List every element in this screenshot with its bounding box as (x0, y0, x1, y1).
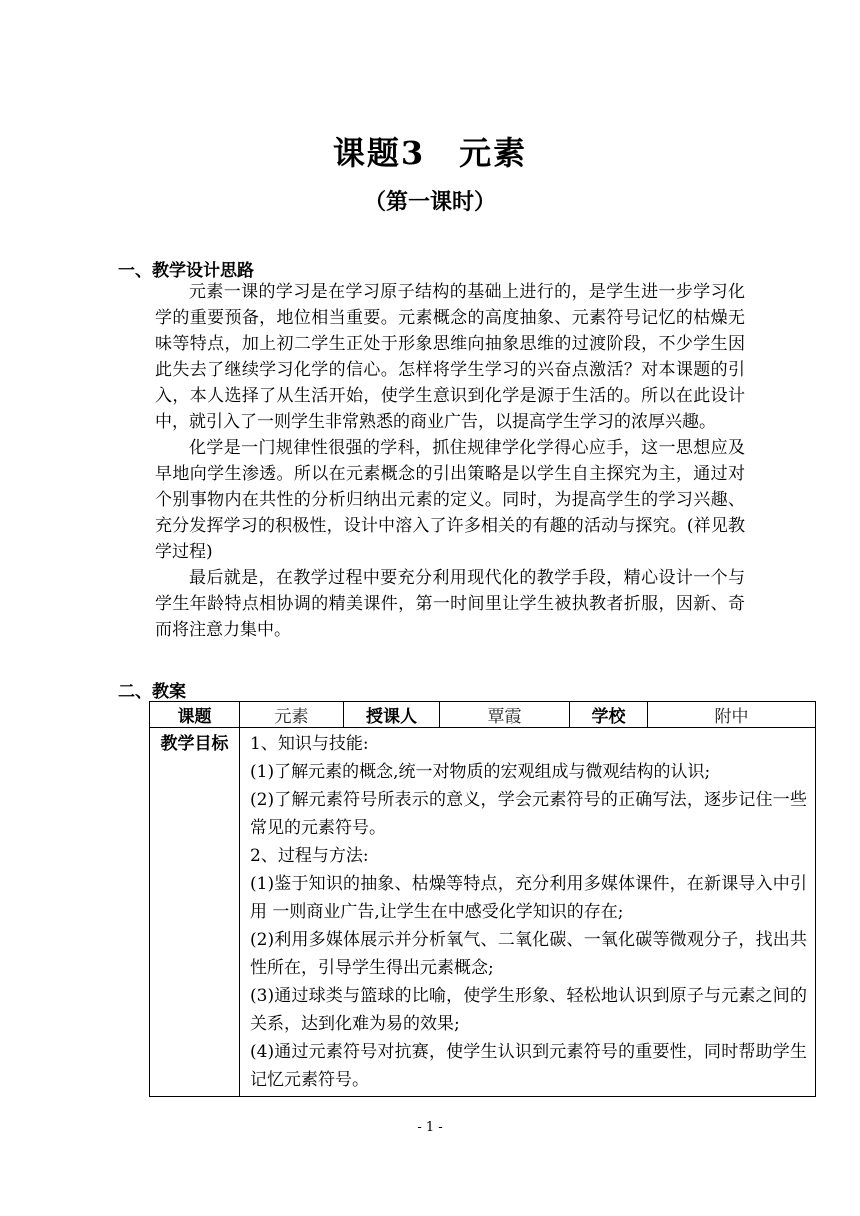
page-subtitle: （第一课时） (363, 189, 496, 215)
table-row (150, 702, 816, 728)
objective-item: (1)了解元素的概念,统一对物质的宏观组成与微观结构的认识; (250, 762, 711, 782)
section-heading-lesson-plan: 二、教案 (118, 682, 186, 702)
school-label: 学校 (570, 702, 648, 728)
objective-item: (2)了解元素符号所表示的意义，学会元素符号的正确写法，逐步记住一些常见的元素符号。 (250, 790, 807, 838)
table-row (150, 728, 816, 1097)
school-value: 附中 (648, 702, 816, 728)
teacher-label: 授课人 (344, 702, 440, 728)
section-heading-design: 一、教学设计思路 (118, 261, 254, 281)
paragraph: 化学是一门规律性很强的学科，抓住规律学化学得心应手，这一思想应及早地向学生渗透。所以在元素概念的引出策略是以学生自主探究为主，通过对个别事物内在共性的分析归纳出元素的定义。同时，为提高学生的学习兴趣、充分发挥学习的积极性，设计中溶入了许多相关的有趣的活动与探究。(祥见教学过程) (155, 438, 745, 562)
paragraph: 最后就是，在教学过程中要充分利用现代化的教学手段，精心设计一个与学生年龄特点相协调的精美课件，第一时间里让学生被执教者折服，因新、奇而将注意力集中。 (155, 568, 745, 640)
objective-item: 2、过程与方法: (250, 846, 369, 866)
objective-item: (4)通过元素符号对抗赛，使学生认识到元素符号的重要性，同时帮助学生记忆元素符号。 (250, 1042, 807, 1090)
paragraph: 元素一课的学习是在学习原子结构的基础上进行的，是学生进一步学习化学的重要预备，地位相当重要。元素概念的高度抽象、元素符号记忆的枯燥无味等特点，加上初二学生正处于形象思维向抽象思维的过渡阶段，不少学生因此失去了继续学习化学的信心。怎样将学生学习的兴奋点激活？对本课题的引入，本人选择了从生活开始，使学生意识到化学是源于生活的。所以在此设计中，就引入了一则学生非常熟悉的商业广告，以提高学生学习的浓厚兴趣。 (155, 282, 745, 432)
lesson-plan-table (149, 701, 816, 1097)
objective-item: 1、知识与技能: (250, 734, 369, 754)
objectives-content (240, 728, 816, 1097)
teacher-value: 覃霞 (440, 702, 570, 728)
objective-item: (2)利用多媒体展示并分析氧气、二氧化碳、一氧化碳等微观分子，找出共性所在，引导学生得出元素概念; (250, 930, 807, 978)
topic-value: 元素 (240, 702, 344, 728)
objectives-label: 教学目标 (150, 728, 240, 1097)
design-rationale-text (155, 279, 745, 643)
page-number: - 1 - (417, 1120, 443, 1135)
page-title: 课题3 元素 (332, 134, 528, 172)
objective-item: (3)通过球类与篮球的比喻，使学生形象、轻松地认识到原子与元素之间的关系，达到化难为易的效果; (250, 986, 807, 1034)
objective-item: (1)鉴于知识的抽象、枯燥等特点，充分利用多媒体课件，在新课导入中引用 一则商业广告,让学生在中感受化学知识的存在; (250, 874, 807, 922)
topic-label: 课题 (150, 702, 240, 728)
